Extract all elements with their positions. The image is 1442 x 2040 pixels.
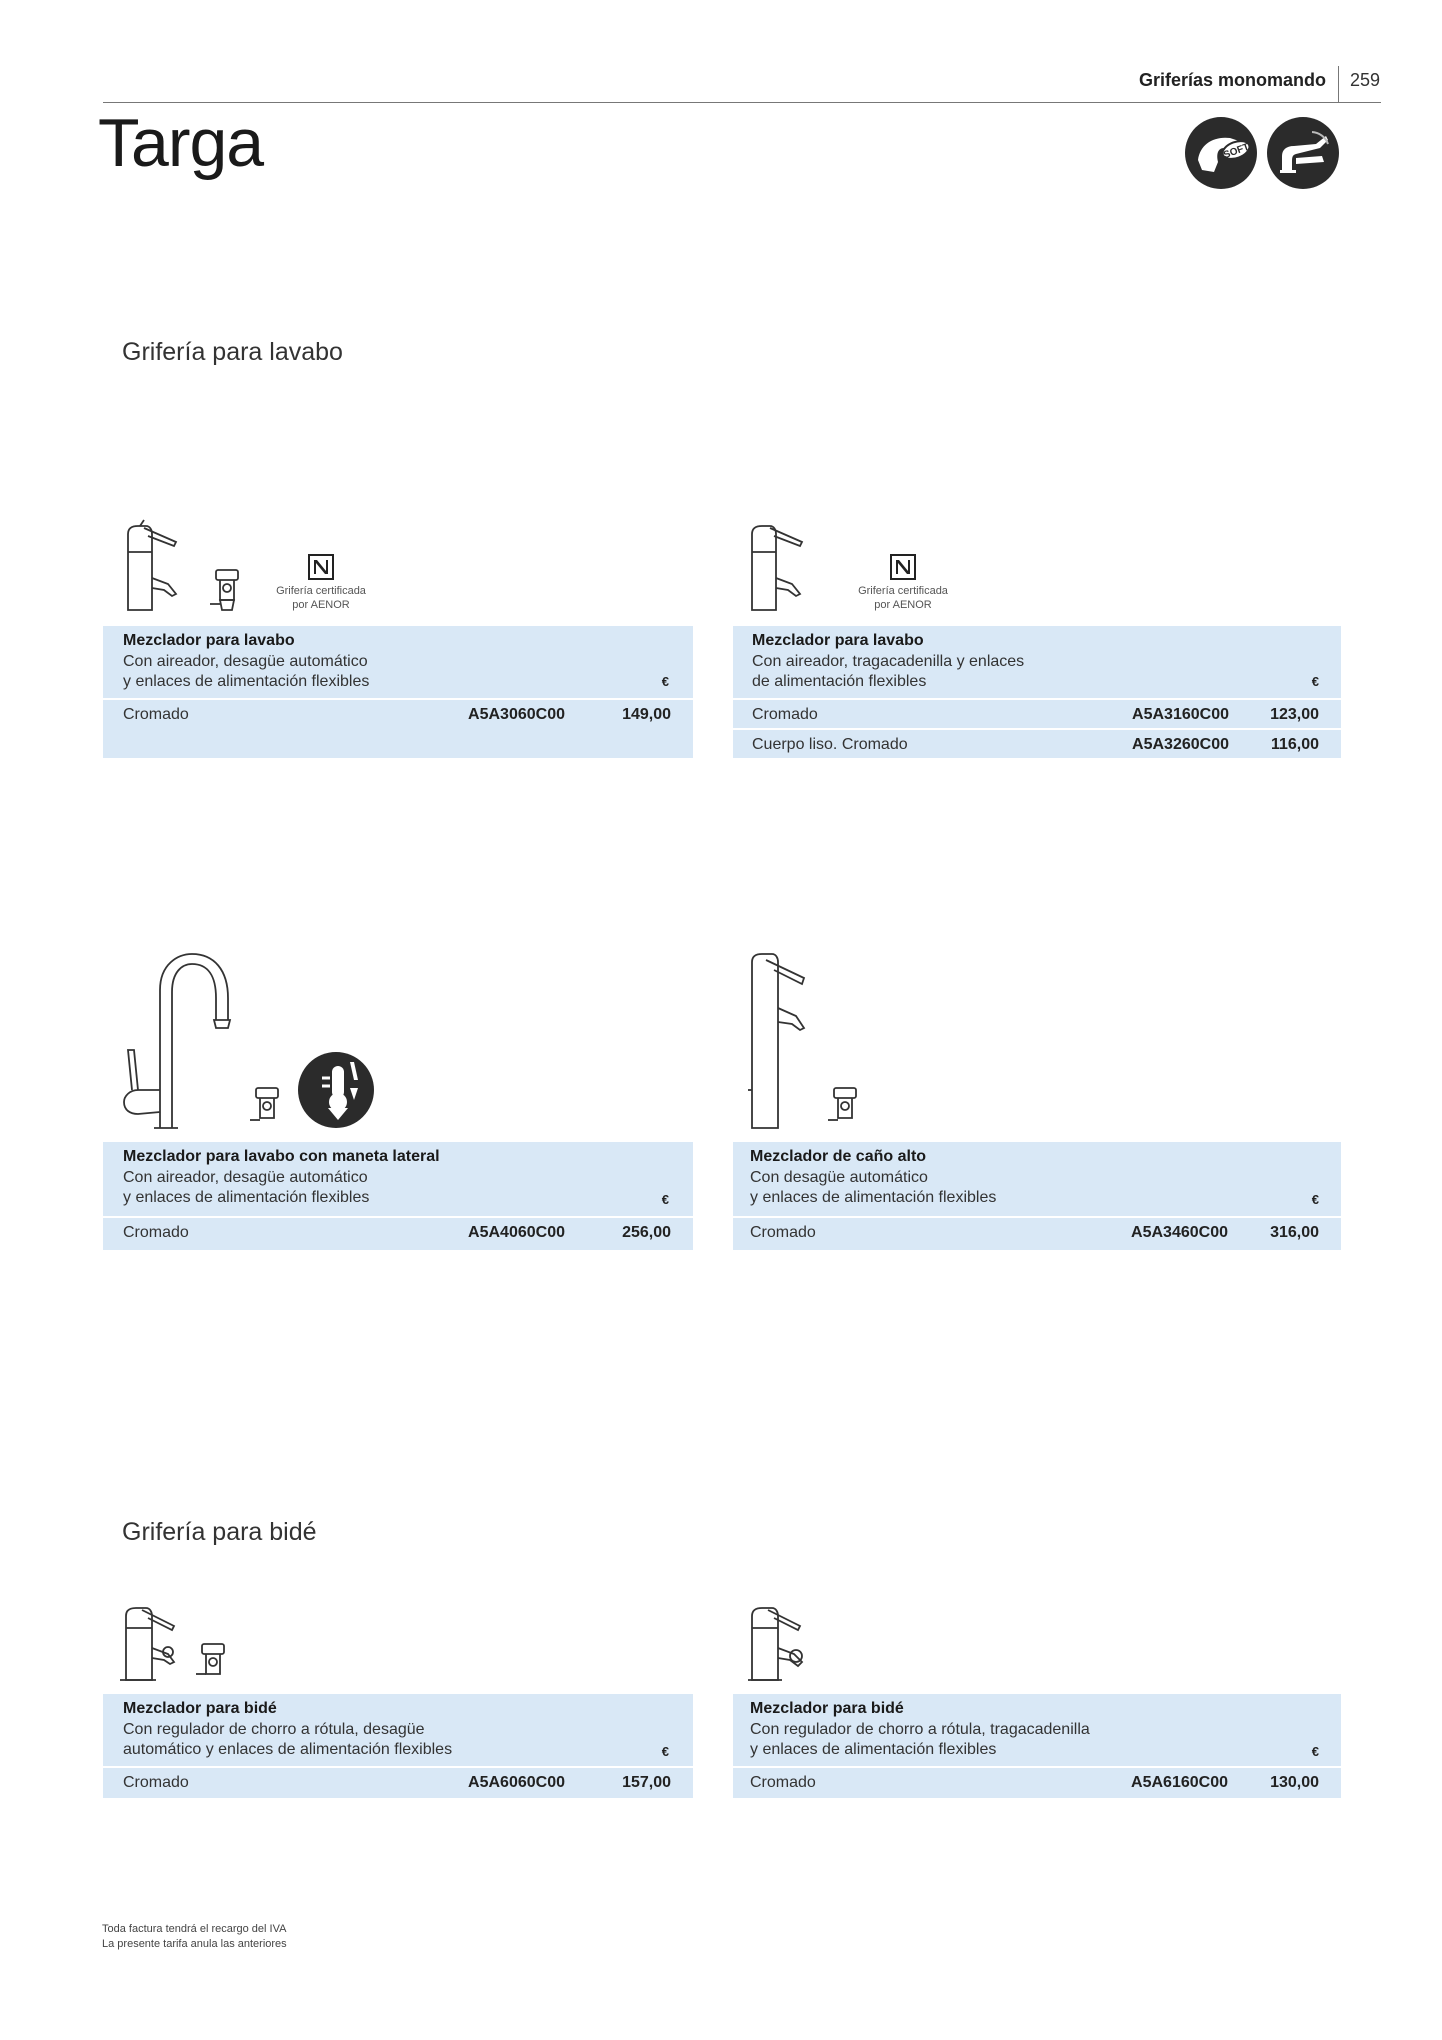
product-card (733, 626, 1341, 758)
side-lever-mixer-image (118, 950, 378, 1130)
product-name: Mezclador para lavabo (123, 632, 295, 649)
currency-label: € (661, 1744, 669, 1759)
basin-mixer-image (748, 522, 828, 614)
product-row (733, 728, 1341, 760)
price: 149,00 (622, 706, 671, 723)
bidet-mixer-image (120, 1604, 232, 1684)
certification-line2: por AENOR (292, 599, 350, 611)
product-description: Con aireador, tragacadenilla y enlaces (752, 653, 1025, 670)
certification-line1: Grifería certificada (276, 585, 366, 597)
aenor-certification (848, 554, 958, 612)
product-code: A5A3460C00 (1131, 1224, 1228, 1241)
finish: Cromado (750, 1774, 816, 1791)
certification-line2: por AENOR (874, 599, 932, 611)
price: 316,00 (1270, 1224, 1319, 1241)
currency-label: € (1311, 674, 1319, 689)
price: 130,00 (1270, 1774, 1319, 1791)
section-header: Griferías monomando (1138, 70, 1326, 90)
page-title: Targa (98, 105, 264, 181)
finish: Cromado (750, 1224, 816, 1241)
product-row (103, 1766, 693, 1798)
product-card (733, 1142, 1341, 1250)
product-code: A5A3160C00 (1132, 706, 1229, 723)
price: 123,00 (1270, 706, 1319, 723)
footer-line: La presente tarifa anula las anteriores (102, 1938, 287, 1950)
product-row (103, 698, 693, 730)
product-card (103, 626, 693, 758)
product-description: Con desagüe automático (750, 1169, 928, 1186)
product-description: y enlaces de alimentación flexibles (750, 1189, 997, 1206)
product-code: A5A6160C00 (1131, 1774, 1228, 1791)
product-row (733, 1766, 1341, 1798)
currency-label: € (1311, 1192, 1319, 1207)
header-divider (1338, 66, 1339, 102)
header-rule (103, 102, 1381, 103)
product-row (103, 1216, 693, 1248)
product-code: A5A3260C00 (1132, 736, 1229, 753)
footer-line: Toda factura tendrá el recargo del IVA (102, 1923, 287, 1935)
product-description: Con regulador de chorro a rótula, desagüe (123, 1721, 425, 1738)
aenor-n-mark-icon (308, 554, 334, 580)
finish: Cromado (752, 706, 818, 723)
product-card (103, 1694, 693, 1798)
eco-flow-icon (1266, 116, 1340, 190)
product-card (733, 1694, 1341, 1798)
finish: Cromado (123, 1774, 189, 1791)
product-description: Con aireador, desagüe automático (123, 1169, 368, 1186)
product-name: Mezclador para lavabo con maneta lateral (123, 1148, 440, 1165)
product-card (103, 1142, 693, 1250)
product-description: de alimentación flexibles (752, 673, 927, 690)
aenor-n-mark-icon (890, 554, 916, 580)
footer-note (102, 1922, 287, 1952)
product-code: A5A6060C00 (468, 1774, 565, 1791)
price: 116,00 (1270, 736, 1319, 753)
product-description: y enlaces de alimentación flexibles (123, 673, 370, 690)
product-name: Mezclador de caño alto (750, 1148, 927, 1165)
product-description: automático y enlaces de alimentación flexibles (123, 1741, 453, 1758)
certification-line1: Grifería certificada (858, 585, 948, 597)
product-name: Mezclador para bidé (123, 1700, 277, 1717)
finish: Cromado (123, 706, 189, 723)
tall-spout-mixer-image (748, 950, 868, 1130)
product-code: A5A3060C00 (468, 706, 565, 723)
product-code: A5A4060C00 (468, 1224, 565, 1241)
price: 256,00 (622, 1224, 671, 1241)
product-name: Mezclador para lavabo (752, 632, 924, 649)
currency-label: € (661, 1192, 669, 1207)
finish: Cuerpo liso. Cromado (752, 736, 908, 753)
soft-handle-icon (1184, 116, 1258, 190)
basin-mixer-image (120, 522, 240, 614)
page-number: 259 (1350, 70, 1381, 90)
badge-soft-label: SOFT (1222, 141, 1251, 162)
product-description: Con regulador de chorro a rótula, tragacadenilla (750, 1721, 1090, 1738)
product-name: Mezclador para bidé (750, 1700, 904, 1717)
bidet-mixer-image (748, 1604, 818, 1684)
product-description: Con aireador, desagüe automático (123, 653, 368, 670)
currency-label: € (1311, 1744, 1319, 1759)
price: 157,00 (622, 1774, 671, 1791)
product-description: y enlaces de alimentación flexibles (750, 1741, 997, 1758)
section-title-lavabo: Grifería para lavabo (122, 338, 343, 366)
currency-label: € (661, 674, 669, 689)
product-row (733, 698, 1341, 730)
product-row (733, 1216, 1341, 1248)
finish: Cromado (123, 1224, 189, 1241)
aenor-certification (266, 554, 376, 612)
section-title-bide: Grifería para bidé (122, 1518, 317, 1546)
product-description: y enlaces de alimentación flexibles (123, 1189, 370, 1206)
